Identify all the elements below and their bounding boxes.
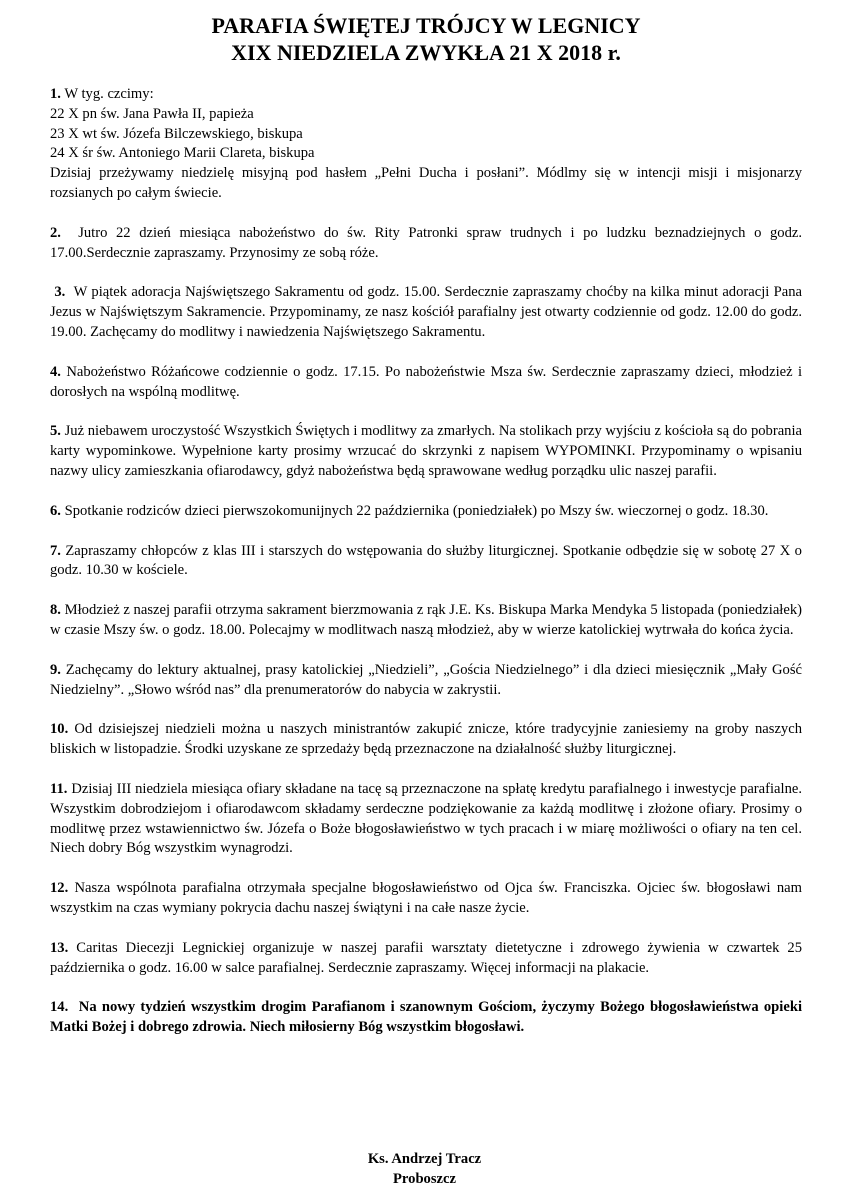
announcement-item bbox=[50, 720, 802, 760]
announcement-item bbox=[50, 780, 802, 859]
item-text: Dzisiaj III niedziela miesiąca ofiary składane na tacę są przeznaczone na spłatę kredytu parafialnego i inwestycje parafialne. Wszystkim dobrodziejom i ofiarodawcom składamy serdeczne podziękowanie za każdą modlitwę i złożone ofiary. Prosimy o modlitwę przez wstawiennictwo św. Józefa o Boże błogosławieństwo w tych pracach i w miarę możliwości o ofiary na ten cel. Niech dobry Bóg wszystkim wynagrodzi. bbox=[50, 780, 803, 857]
announcement-item bbox=[50, 601, 802, 641]
pastor-title: Proboszcz bbox=[393, 1170, 456, 1187]
item-number: 6. bbox=[50, 502, 61, 519]
item-number: 5. bbox=[50, 423, 61, 440]
item-text: Nabożeństwo Różańcowe codziennie o godz. 17.15. Po nabożeństwie Msza św. Serdecznie zapraszamy dzieci, młodzież i dorosłych na wspólną modlitwę. bbox=[50, 363, 802, 400]
item-text: Zapraszamy chłopców z klas III i starszych do wstępowania do służby liturgicznej. Spotkanie odbędzie się w sobotę 27 X o godz. 10.30 w kościele. bbox=[50, 542, 802, 579]
announcement-item bbox=[50, 422, 802, 481]
item-text: Na nowy tydzień wszystkim drogim Parafianom i szanownym Gościom, życzymy Bożego błogosławieństwa opieki Matki Bożej i dobrego zdrowia. Niech miłosierny Bóg wszystkim błogosławi. bbox=[50, 999, 802, 1036]
sunday-title: XIX NIEDZIELA ZWYKŁA 21 X 2018 r. bbox=[231, 40, 621, 65]
item-number: 12. bbox=[50, 880, 69, 897]
announcement-item bbox=[50, 661, 802, 701]
item-text: Młodzież z naszej parafii otrzyma sakrament bierzmowania z rąk J.E. Ks. Biskupa Marka Mendyka 5 listopada (poniedziałek) w czasie Mszy św. o godz. 18.00. Polecajmy w modlitwach naszą młodzież, aby w wierze katolickiej wytrwała do końca życia. bbox=[50, 602, 802, 638]
item-number: 2. bbox=[50, 224, 61, 241]
item-text: W piątek adoracja Najświętszego Sakramentu od godz. 15.00. Serdecznie zapraszamy choćby na kilka minut adoracji Pana Jezus w Najświętszym Sakramencie. Przypominamy, ze nasz kościół parafialny jest otwarty codziennie od godz. 12.00 do godz. 19.00. Zachęcamy do modlitwy i nawiedzenia Najświętszego Sakramentu. bbox=[50, 284, 802, 340]
announcement-item bbox=[50, 363, 802, 403]
page-header bbox=[50, 12, 802, 66]
parish-title: PARAFIA ŚWIĘTEJ TRÓJCY W LEGNICY bbox=[211, 13, 641, 38]
item-text: Caritas Diecezji Legnickiej organizuje w naszej parafii warsztaty dietetyczne i zdrowego żywienia w czwartek 25 października o godz. 16.00 w salce parafialnej. Serdecznie zapraszamy. Więcej informacji na plakacie. bbox=[50, 939, 802, 976]
item-text: Nasza wspólnota parafialna otrzymała specjalne błogosławieństwo od Ojca św. Franciszka. Ojciec św. błogosławi nam wszystkim na czas wymiany pokrycia dachu naszej świątyni i na całe nasze życie. bbox=[50, 880, 802, 916]
feast-line: 22 X pn św. Jana Pawła II, papieża bbox=[50, 105, 254, 122]
item-text: Jutro 22 dzień miesiąca nabożeństwo do św. Rity Patronki spraw trudnych i po ludzku beznadziejnych o godz. 17.00.Serdecznie zapraszamy. Przynosimy ze sobą róże. bbox=[50, 224, 803, 261]
item-number: 14. bbox=[50, 999, 69, 1016]
announcement-item bbox=[50, 224, 802, 264]
item-number: 1. bbox=[50, 86, 61, 102]
feast-line: 24 X śr św. Antoniego Marii Clareta, biskupa bbox=[50, 145, 315, 162]
closing-blessing bbox=[50, 998, 802, 1038]
feast-heading: W tyg. czcimy: bbox=[64, 86, 154, 102]
item-number: 10. bbox=[50, 721, 69, 738]
signature-block bbox=[0, 1150, 849, 1190]
item-text: Dzisiaj przeżywamy niedzielę misyjną pod hasłem „Pełni Ducha i posłani”. Módlmy się w intencji misji i misjonarzy rozsianych po całym świecie. bbox=[50, 165, 802, 201]
item-number: 3. bbox=[54, 284, 66, 301]
announcement-page bbox=[50, 12, 802, 1058]
item-number: 4. bbox=[50, 363, 61, 380]
item-number: 9. bbox=[50, 661, 61, 678]
item-text: Już niebawem uroczystość Wszystkich Świętych i modlitwy za zmarłych. Na stolikach przy wyjściu z kościoła są do pobrania karty wypominkowe. Wypełnione karty prosimy wrzucać do skrzynki z napisem WYPOMINKI. Przypominamy o wpisaniu nazwy ulicy zamieszkania ofiarodawcy, gdyż nabożeństwa będą sprawowane według porządku ulic naszej parafii. bbox=[50, 423, 802, 479]
announcement-item bbox=[50, 85, 802, 204]
item-number: 7. bbox=[50, 542, 61, 559]
announcement-item bbox=[50, 542, 802, 582]
item-text: Spotkanie rodziców dzieci pierwszokomunijnych 22 października (poniedziałek) po Mszy św. wieczornej o godz. 18.30. bbox=[64, 502, 769, 519]
feast-line: 23 X wt św. Józefa Bilczewskiego, biskupa bbox=[50, 125, 303, 142]
item-number: 11. bbox=[50, 780, 68, 797]
announcement-item bbox=[50, 502, 802, 522]
item-number: 13. bbox=[50, 939, 69, 956]
item-text: Zachęcamy do lektury aktualnej, prasy katolickiej „Niedzieli”, „Gościa Niedzielnego” i dla dzieci miesięcznik „Mały Gość Niedzielny”. „Słowo wśród nas” dla prenumeratorów do nabycia w zakrystii. bbox=[50, 661, 802, 698]
announcement-item bbox=[50, 283, 802, 342]
item-number: 8. bbox=[50, 602, 61, 619]
announcement-item bbox=[50, 879, 802, 919]
announcement-item bbox=[50, 939, 802, 979]
pastor-name: Ks. Andrzej Tracz bbox=[367, 1151, 482, 1167]
announcements-list bbox=[50, 85, 802, 1038]
item-text: Od dzisiejszej niedzieli można u naszych ministrantów zakupić znicze, które tradycyjnie zaniesiemy na groby naszych bliskich w listopadzie. Środki uzyskane ze sprzedaży będą przeznaczone na działalność służby liturgicznej. bbox=[50, 721, 802, 758]
